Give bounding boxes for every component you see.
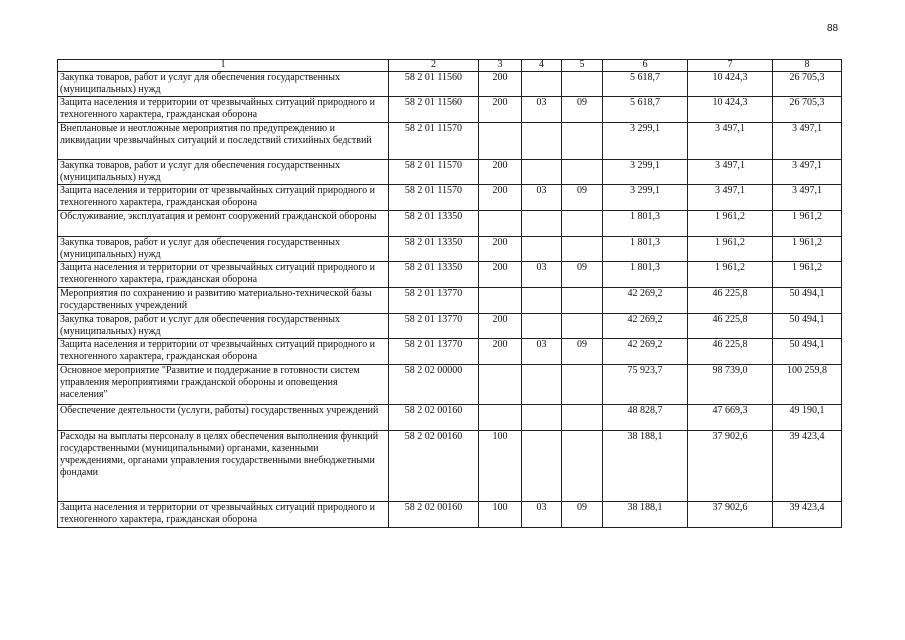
budget-table <box>57 59 842 528</box>
expense-type-cell <box>479 123 522 160</box>
amount-col8-cell: 100 259,8 <box>773 365 842 405</box>
expense-type-cell: 200 <box>479 339 522 365</box>
table-row <box>58 314 842 339</box>
subsection-cell <box>562 160 603 185</box>
amount-col8-cell: 26 705,3 <box>773 72 842 97</box>
expense-type-cell: 100 <box>479 502 522 528</box>
amount-col7-cell: 10 424,3 <box>688 72 773 97</box>
target-code-cell: 58 2 01 13770 <box>389 288 479 314</box>
amount-col7-cell: 10 424,3 <box>688 97 773 123</box>
subsection-cell: 09 <box>562 339 603 365</box>
expense-type-cell <box>479 211 522 237</box>
amount-col7-cell: 3 497,1 <box>688 185 773 211</box>
amount-col6-cell: 75 923,7 <box>603 365 688 405</box>
section-cell: 03 <box>522 262 562 288</box>
item-name-cell: Защита населения и территории от чрезвычайных ситуаций природного и техногенного характера, гражданская оборона <box>58 502 389 528</box>
column-header: 1 <box>58 60 389 72</box>
target-code-cell: 58 2 02 00000 <box>389 365 479 405</box>
item-name-cell: Закупка товаров, работ и услуг для обеспечения государственных (муниципальных) нужд <box>58 314 389 339</box>
amount-col8-cell: 49 190,1 <box>773 405 842 431</box>
table-row <box>58 237 842 262</box>
target-code-cell: 58 2 02 00160 <box>389 431 479 502</box>
amount-col7-cell: 37 902,6 <box>688 502 773 528</box>
section-cell: 03 <box>522 185 562 211</box>
table-row <box>58 123 842 160</box>
target-code-cell: 58 2 01 11560 <box>389 72 479 97</box>
item-name-cell: Защита населения и территории от чрезвычайных ситуаций природного и техногенного характера, гражданская оборона <box>58 97 389 123</box>
section-cell: 03 <box>522 97 562 123</box>
amount-col7-cell: 1 961,2 <box>688 262 773 288</box>
section-cell <box>522 123 562 160</box>
amount-col6-cell: 1 801,3 <box>603 262 688 288</box>
amount-col7-cell: 98 739,0 <box>688 365 773 405</box>
amount-col6-cell: 5 618,7 <box>603 72 688 97</box>
amount-col7-cell: 3 497,1 <box>688 123 773 160</box>
target-code-cell: 58 2 01 11570 <box>389 123 479 160</box>
table-row <box>58 72 842 97</box>
section-cell <box>522 237 562 262</box>
amount-col6-cell: 38 188,1 <box>603 502 688 528</box>
amount-col6-cell: 3 299,1 <box>603 160 688 185</box>
expense-type-cell: 100 <box>479 431 522 502</box>
target-code-cell: 58 2 01 13350 <box>389 262 479 288</box>
amount-col7-cell: 47 669,3 <box>688 405 773 431</box>
target-code-cell: 58 2 01 11570 <box>389 185 479 211</box>
item-name-cell: Расходы на выплаты персоналу в целях обеспечения выполнения функций государственными (муниципальными) органами, казенными учреждениями, органами управления государственными внебюджетными фондами <box>58 431 389 502</box>
amount-col8-cell: 50 494,1 <box>773 339 842 365</box>
amount-col7-cell: 1 961,2 <box>688 237 773 262</box>
section-cell: 03 <box>522 339 562 365</box>
target-code-cell: 58 2 01 13770 <box>389 314 479 339</box>
target-code-cell: 58 2 01 11560 <box>389 97 479 123</box>
item-name-cell: Защита населения и территории от чрезвычайных ситуаций природного и техногенного характера, гражданская оборона <box>58 339 389 365</box>
amount-col8-cell: 50 494,1 <box>773 288 842 314</box>
table-row <box>58 262 842 288</box>
section-cell: 03 <box>522 502 562 528</box>
column-header: 3 <box>479 60 522 72</box>
page-number: 88 <box>827 23 839 34</box>
amount-col8-cell: 1 961,2 <box>773 211 842 237</box>
expense-type-cell: 200 <box>479 72 522 97</box>
amount-col8-cell: 3 497,1 <box>773 185 842 211</box>
table-row <box>58 502 842 528</box>
amount-col7-cell: 46 225,8 <box>688 288 773 314</box>
table-row <box>58 431 842 502</box>
target-code-cell: 58 2 01 11570 <box>389 160 479 185</box>
expense-type-cell <box>479 365 522 405</box>
amount-col6-cell: 42 269,2 <box>603 339 688 365</box>
table-row <box>58 405 842 431</box>
subsection-cell: 09 <box>562 262 603 288</box>
subsection-cell: 09 <box>562 502 603 528</box>
expense-type-cell: 200 <box>479 262 522 288</box>
target-code-cell: 58 2 02 00160 <box>389 502 479 528</box>
item-name-cell: Внеплановые и неотложные мероприятия по предупреждению и ликвидации чрезвычайных ситуаций и последствий стихийных бедствий <box>58 123 389 160</box>
expense-type-cell: 200 <box>479 185 522 211</box>
subsection-cell <box>562 431 603 502</box>
item-name-cell: Основное мероприятие "Развитие и поддержание в готовности систем управления мероприятиями гражданской обороны и оповещения населения" <box>58 365 389 405</box>
section-cell <box>522 288 562 314</box>
item-name-cell: Закупка товаров, работ и услуг для обеспечения государственных (муниципальных) нужд <box>58 72 389 97</box>
subsection-cell <box>562 288 603 314</box>
table-header-row <box>58 60 842 72</box>
column-header: 8 <box>773 60 842 72</box>
amount-col8-cell: 1 961,2 <box>773 237 842 262</box>
amount-col6-cell: 48 828,7 <box>603 405 688 431</box>
table-body <box>58 60 842 528</box>
subsection-cell <box>562 72 603 97</box>
amount-col6-cell: 42 269,2 <box>603 288 688 314</box>
subsection-cell <box>562 123 603 160</box>
target-code-cell: 58 2 01 13350 <box>389 237 479 262</box>
section-cell <box>522 431 562 502</box>
amount-col6-cell: 42 269,2 <box>603 314 688 339</box>
table-row <box>58 160 842 185</box>
table-row <box>58 185 842 211</box>
subsection-cell <box>562 405 603 431</box>
target-code-cell: 58 2 01 13770 <box>389 339 479 365</box>
amount-col6-cell: 1 801,3 <box>603 237 688 262</box>
amount-col6-cell: 3 299,1 <box>603 123 688 160</box>
item-name-cell: Закупка товаров, работ и услуг для обеспечения государственных (муниципальных) нужд <box>58 160 389 185</box>
expense-type-cell <box>479 405 522 431</box>
target-code-cell: 58 2 01 13350 <box>389 211 479 237</box>
amount-col6-cell: 1 801,3 <box>603 211 688 237</box>
item-name-cell: Мероприятия по сохранению и развитию материально-технической базы государственных учреждений <box>58 288 389 314</box>
amount-col6-cell: 38 188,1 <box>603 431 688 502</box>
table-row <box>58 97 842 123</box>
section-cell <box>522 72 562 97</box>
subsection-cell: 09 <box>562 97 603 123</box>
amount-col7-cell: 46 225,8 <box>688 314 773 339</box>
section-cell <box>522 405 562 431</box>
amount-col7-cell: 1 961,2 <box>688 211 773 237</box>
expense-type-cell: 200 <box>479 160 522 185</box>
section-cell <box>522 314 562 339</box>
subsection-cell <box>562 314 603 339</box>
amount-col8-cell: 50 494,1 <box>773 314 842 339</box>
amount-col6-cell: 5 618,7 <box>603 97 688 123</box>
expense-type-cell: 200 <box>479 237 522 262</box>
subsection-cell: 09 <box>562 185 603 211</box>
section-cell <box>522 211 562 237</box>
amount-col8-cell: 1 961,2 <box>773 262 842 288</box>
table-row <box>58 339 842 365</box>
column-header: 6 <box>603 60 688 72</box>
table-row <box>58 365 842 405</box>
subsection-cell <box>562 211 603 237</box>
amount-col7-cell: 3 497,1 <box>688 160 773 185</box>
column-header: 2 <box>389 60 479 72</box>
column-header: 5 <box>562 60 603 72</box>
table-row <box>58 211 842 237</box>
target-code-cell: 58 2 02 00160 <box>389 405 479 431</box>
section-cell <box>522 160 562 185</box>
expense-type-cell <box>479 288 522 314</box>
subsection-cell <box>562 365 603 405</box>
amount-col8-cell: 39 423,4 <box>773 502 842 528</box>
amount-col7-cell: 37 902,6 <box>688 431 773 502</box>
amount-col6-cell: 3 299,1 <box>603 185 688 211</box>
expense-type-cell: 200 <box>479 314 522 339</box>
item-name-cell: Защита населения и территории от чрезвычайных ситуаций природного и техногенного характера, гражданская оборона <box>58 185 389 211</box>
column-header: 4 <box>522 60 562 72</box>
section-cell <box>522 365 562 405</box>
amount-col8-cell: 26 705,3 <box>773 97 842 123</box>
amount-col8-cell: 39 423,4 <box>773 431 842 502</box>
amount-col8-cell: 3 497,1 <box>773 123 842 160</box>
item-name-cell: Защита населения и территории от чрезвычайных ситуаций природного и техногенного характера, гражданская оборона <box>58 262 389 288</box>
subsection-cell <box>562 237 603 262</box>
expense-type-cell: 200 <box>479 97 522 123</box>
item-name-cell: Обслуживание, эксплуатация и ремонт сооружений гражданской обороны <box>58 211 389 237</box>
table-row <box>58 288 842 314</box>
amount-col8-cell: 3 497,1 <box>773 160 842 185</box>
amount-col7-cell: 46 225,8 <box>688 339 773 365</box>
item-name-cell: Обеспечение деятельности (услуги, работы) государственных учреждений <box>58 405 389 431</box>
column-header: 7 <box>688 60 773 72</box>
item-name-cell: Закупка товаров, работ и услуг для обеспечения государственных (муниципальных) нужд <box>58 237 389 262</box>
